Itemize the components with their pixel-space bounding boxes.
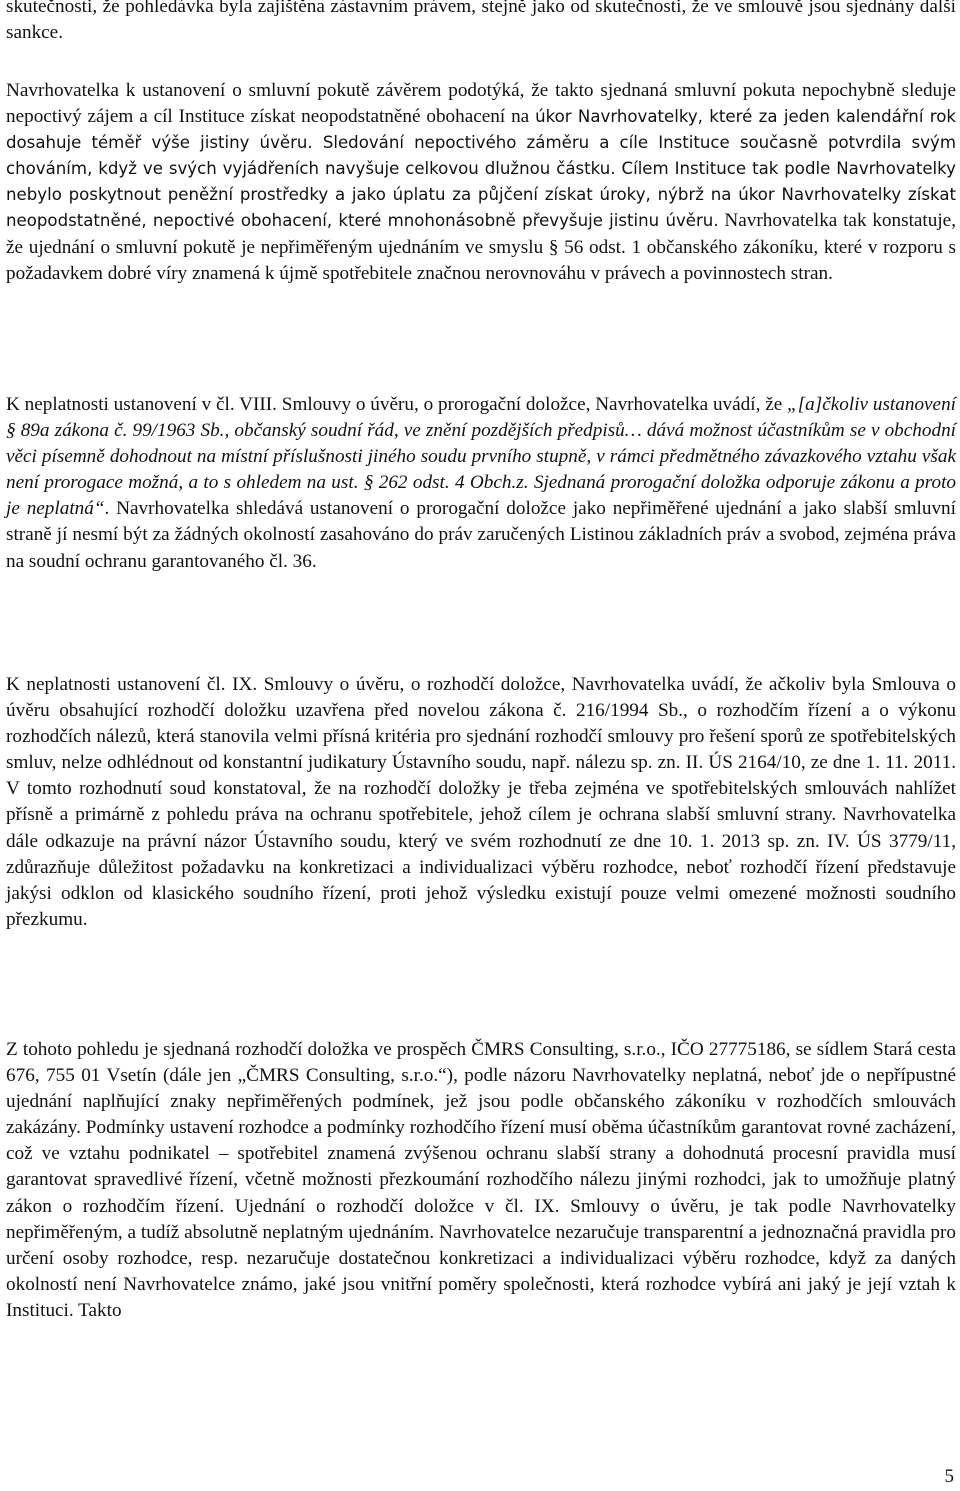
paragraph-3-text-a: K neplatnosti ustanovení v čl. VIII. Smlouvy o úvěru, o prorogační doložce, Navrhovatelka uvádí, že: [6, 394, 788, 415]
paragraph-4: [6, 672, 956, 933]
paragraph-1: [6, 0, 956, 46]
page-number: 5: [944, 1466, 954, 1487]
paragraph-3-text-b: . Navrhovatelka shledává ustanovení o prorogační doložce jako nepřiměřené ujednání a jako slabší smluvní straně jí nesmí být za žádných okolností zasahováno do práv zaručených Listinou základních práv a svobod, zejména práva na soudní ochranu garantovaného čl. 36.: [6, 498, 956, 572]
paragraph-3-quote: „[a]čkoliv ustanovení § 89a zákona č. 99/1963 Sb., občanský soudní řád, ve znění pozdějších předpisů… dává možnost účastníkům se v obchodní věci písemně dohodnout na místní příslušnosti jiného soudu prvního stupně, v rámci předmětného závazkového vztahu však není prorogace možná, a to s ohledem na ust. § 262 odst. 4 Obch.z. Sjednaná prorogační doložka odporuje zákonu a proto je neplatná“: [6, 394, 956, 520]
paragraph-2-text-b: úkor Navrhovatelky, které za jeden kalendářní rok dosahuje téměř výše jistiny úvěru. Sledování nepoctivého záměru a cíle Instituce současně potvrdila svým chováním, když ve svých vyjádřeních navyšuje celkovou dlužnou částku.: [6, 107, 956, 179]
paragraph-2-text-c: Cílem Instituce tak podle Navrhovatelky nebylo poskytnout peněžní prostředky a jako úplatu za půjčení získat úroky, nýbrž na úkor Navrhovatelky získat neopodstatněné, nepoctivé obohacení, které mnohonásobně převyšuje jistinu úvěru.: [6, 159, 956, 231]
paragraph-4-text: K neplatnosti ustanovení čl. IX. Smlouvy o úvěru, o rozhodčí doložce, Navrhovatelka uvádí, že ačkoliv byla Smlouva o úvěru obsahující rozhodčí doložku uzavřena před novelou zákona č. 216/1994 Sb., o rozhodčím řízení a o výkonu rozhodčích nálezů, která stanovila velmi přísná kritéria pro sjednání rozhodčí smlouvy pro řešení sporů ze spotřebitelských smluv, nelze odhlédnout od konstantní judikatury Ústavního soudu, např. nálezu sp. zn. II. ÚS 2164/10, ze dne 1. 11. 2011. V tomto rozhodnutí soud konstatoval, že na rozhodčí doložky je třeba zejména ve spotřebitelských smlouvách nahlížet přísně a primárně z pohledu práva na ochranu spotřebitele, jehož cílem je ochrana slabší smluvní strany. Navrhovatelka dále odkazuje na právní názor Ústavního soudu, který ve svém rozhodnutí ze dne 10. 1. 2013 sp. zn. IV. ÚS 3779/11, zdůrazňuje důležitost požadavku na konkretizaci a individualizaci výběru rozhodce, neboť rozhodčí řízení představuje jakýsi odklon od klasického soudního řízení, proti jehož výsledku existují pouze velmi omezené možnosti soudního přezkumu.: [6, 674, 956, 930]
paragraph-1-text: skutečnosti, že pohledávka byla zajištěna zástavním právem, stejně jako od skutečnosti, že ve smlouvě jsou sjednány další sankce.: [6, 0, 956, 44]
paragraph-5-text: Z tohoto pohledu je sjednaná rozhodčí doložka ve prospěch ČMRS Consulting, s.r.o., IČO 27775186, se sídlem Stará cesta 676, 755 01 Vsetín (dále jen „ČMRS Consulting, s.r.o.“), podle názoru Navrhovatelky neplatná, neboť jde o nepřípustné ujednání naplňující znaky nepřiměřených podmínek, jež jsou podle občanského zákoníku v rozhodčích smlouvách zakázány. Podmínky ustavení rozhodce a podmínky rozhodčího řízení musí oběma účastníkům garantovat rovné zacházení, což ve vztahu podnikatel – spotřebitel znamená zvýšenou ochranu slabší strany a dohodnutá procesní pravidla musí garantovat spravedlivé řízení, včetně možnosti přezkoumání rozhodčího nálezu jinými rozhodci, jak to umožňuje platný zákon o rozhodčím řízení. Ujednání o rozhodčí doložce v čl. IX. Smlouvy o úvěru, je tak podle Navrhovatelky nepřiměřeným, a tudíž absolutně neplatným ujednáním. Navrhovatelce nezaručuje transparentní a jednoznačná pravidla pro určení osoby rozhodce, resp. nezaručuje dostatečnou konkretizaci a individualizaci výběru rozhodce, když za daných okolností není Navrhovatelce známo, jaké jsou vnitřní poměry společnosti, která rozhodce vybírá ani jaký je její vztah k Instituci. Takto: [6, 1039, 956, 1321]
paragraph-2-text-d: Navrhovatelka tak konstatuje, že ujednání o smluvní pokutě je nepřiměřeným ujednáním ve smyslu § 56 odst. 1 občanského zákoníku, které v rozporu s požadavkem dobré víry znamená k újmě spotřebitele značnou nerovnováhu v právech a povinnostech stran.: [6, 210, 956, 284]
paragraph-2-text-a: Navrhovatelka k ustanovení o smluvní pokutě závěrem podotýká, že takto sjednaná smluvní pokuta nepochybně sleduje nepoctivý zájem a cíl Instituce získat neopodstatněné obohacení na: [6, 80, 956, 128]
paragraph-3: [6, 392, 956, 575]
paragraph-2: [6, 78, 956, 287]
paragraph-5: [6, 1037, 956, 1324]
